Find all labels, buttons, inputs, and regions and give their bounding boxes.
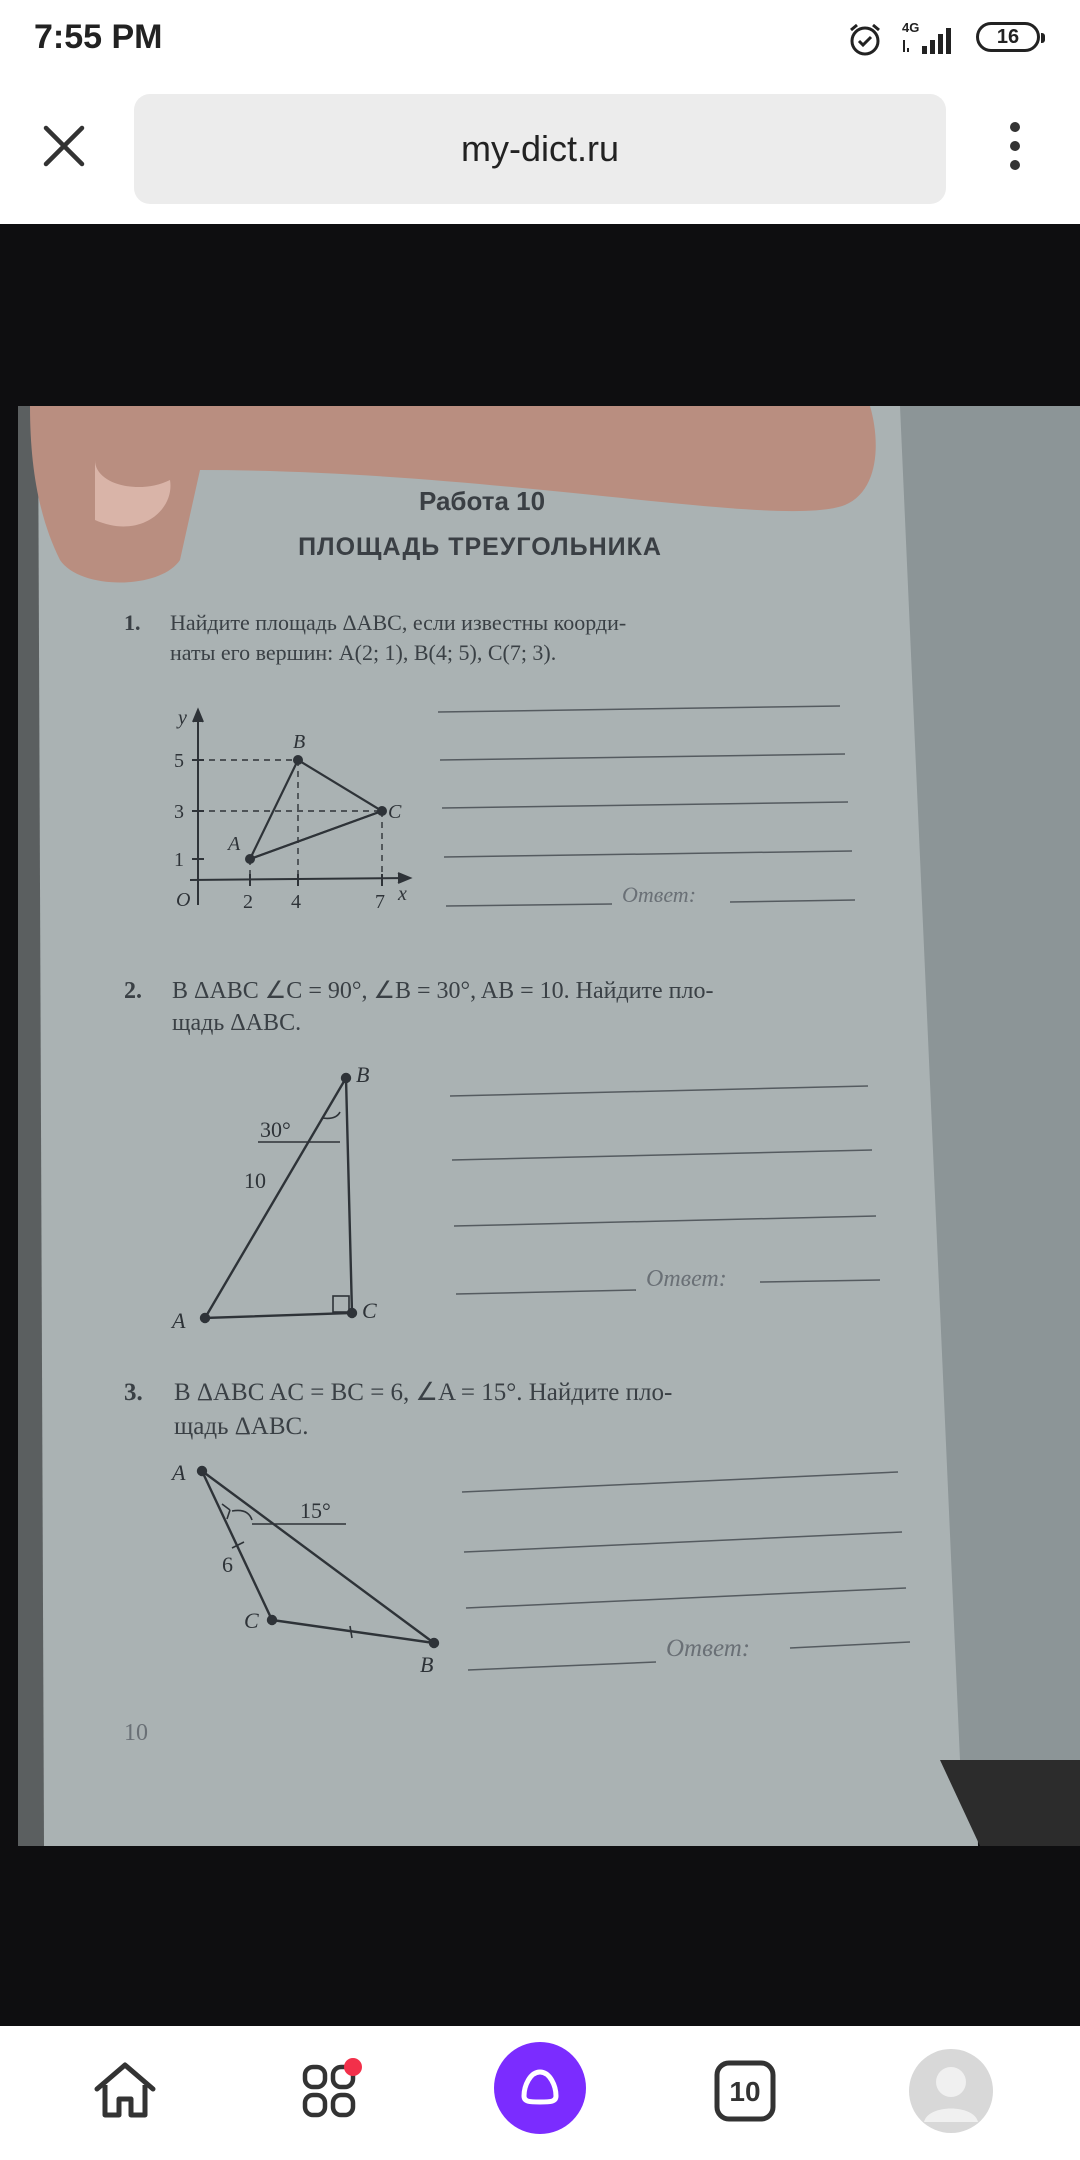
problem-1-answer-label: Ответ: (622, 882, 697, 907)
problem-2-text-2: щадь ΔABC. (172, 1010, 302, 1036)
problem-3-text-1: В ΔABC AC = BC = 6, ∠A = 15°. Найдите пло- (174, 1379, 673, 1406)
network-type: 4G (902, 20, 920, 35)
home-icon (89, 2055, 161, 2127)
status-bar (0, 0, 1080, 78)
bottom-nav-bar (0, 2026, 1080, 2160)
problem-1-text-2: наты его вершин: A(2; 1), B(4; 5), C(7; 3). (170, 640, 557, 665)
alice-icon (516, 2064, 564, 2112)
problem-1-number: 1. (124, 610, 141, 635)
problem-3-number: 3. (124, 1379, 143, 1406)
fig3-angle-label: 15° (300, 1498, 331, 1523)
fig1-point-c: C (388, 801, 402, 823)
fig1-ytick-1: 1 (174, 849, 184, 871)
fig3-point-a: A (172, 1460, 186, 1485)
battery-icon (976, 22, 1040, 52)
profile-button[interactable] (906, 2046, 996, 2136)
dot-icon (1010, 141, 1020, 151)
url-bar[interactable] (134, 94, 946, 204)
fig1-xtick-4: 4 (291, 891, 301, 913)
fig1-ytick-5: 5 (174, 750, 184, 772)
problem-3-answer-label: Ответ: (666, 1635, 751, 1662)
fig3-point-c: C (244, 1608, 259, 1633)
problem-2-number: 2. (124, 978, 142, 1004)
page-title: Работа 10 (418, 486, 546, 516)
page-subtitle: ПЛОЩАДЬ ТРЕУГОЛЬНИКА (298, 533, 662, 561)
dot-icon (1010, 122, 1020, 132)
status-time: 7:55 PM (34, 18, 163, 56)
fig2-angle-label: 30° (260, 1117, 291, 1142)
tabs-count: 10 (729, 2076, 761, 2107)
problem-2-text-1: В ΔABC ∠C = 90°, ∠B = 30°, AB = 10. Найдите пло- (172, 978, 714, 1004)
problem-3-text-2: щадь ΔABC. (174, 1413, 309, 1440)
more-menu-button[interactable] (990, 118, 1040, 174)
workbook-photo[interactable] (0, 406, 1080, 1846)
url-text: my-dict.ru (460, 128, 619, 169)
fig3-side-label: 6 (222, 1552, 233, 1577)
fig2-point-c: C (362, 1298, 377, 1323)
fig1-axis-x: x (398, 883, 407, 905)
fig1-axis-y: y (178, 707, 187, 729)
services-button[interactable] (286, 2046, 376, 2136)
assistant-button[interactable] (494, 2042, 586, 2134)
close-button[interactable] (36, 118, 92, 174)
fig1-ytick-3: 3 (174, 801, 184, 823)
fig2-point-b: B (356, 1062, 370, 1087)
apps-grid-icon (295, 2055, 367, 2127)
close-icon (40, 122, 88, 170)
alarm-icon (846, 20, 884, 63)
tabs-icon (709, 2055, 781, 2127)
fig2-point-a: A (172, 1308, 186, 1333)
fig1-point-a: A (228, 833, 241, 855)
battery-level: 16 (996, 25, 1020, 48)
dot-icon (1010, 160, 1020, 170)
notification-dot-icon (344, 2058, 362, 2076)
problem-2-answer-label: Ответ: (646, 1266, 727, 1292)
fig1-point-b: B (293, 731, 306, 753)
avatar (906, 2046, 996, 2136)
page-number: 10 (124, 1720, 148, 1746)
signal-icon (900, 18, 962, 63)
fig3-point-b: B (420, 1652, 434, 1677)
browser-toolbar (0, 78, 1080, 224)
fig1-xtick-7: 7 (375, 891, 385, 913)
problem-1-text-1: Найдите площадь ΔABC, если известны коорди- (170, 610, 627, 635)
fig2-side-label: 10 (244, 1168, 266, 1193)
home-button[interactable] (80, 2046, 170, 2136)
fig1-xtick-2: 2 (243, 891, 253, 913)
tabs-button[interactable] (700, 2046, 790, 2136)
fig1-origin: O (176, 889, 191, 911)
